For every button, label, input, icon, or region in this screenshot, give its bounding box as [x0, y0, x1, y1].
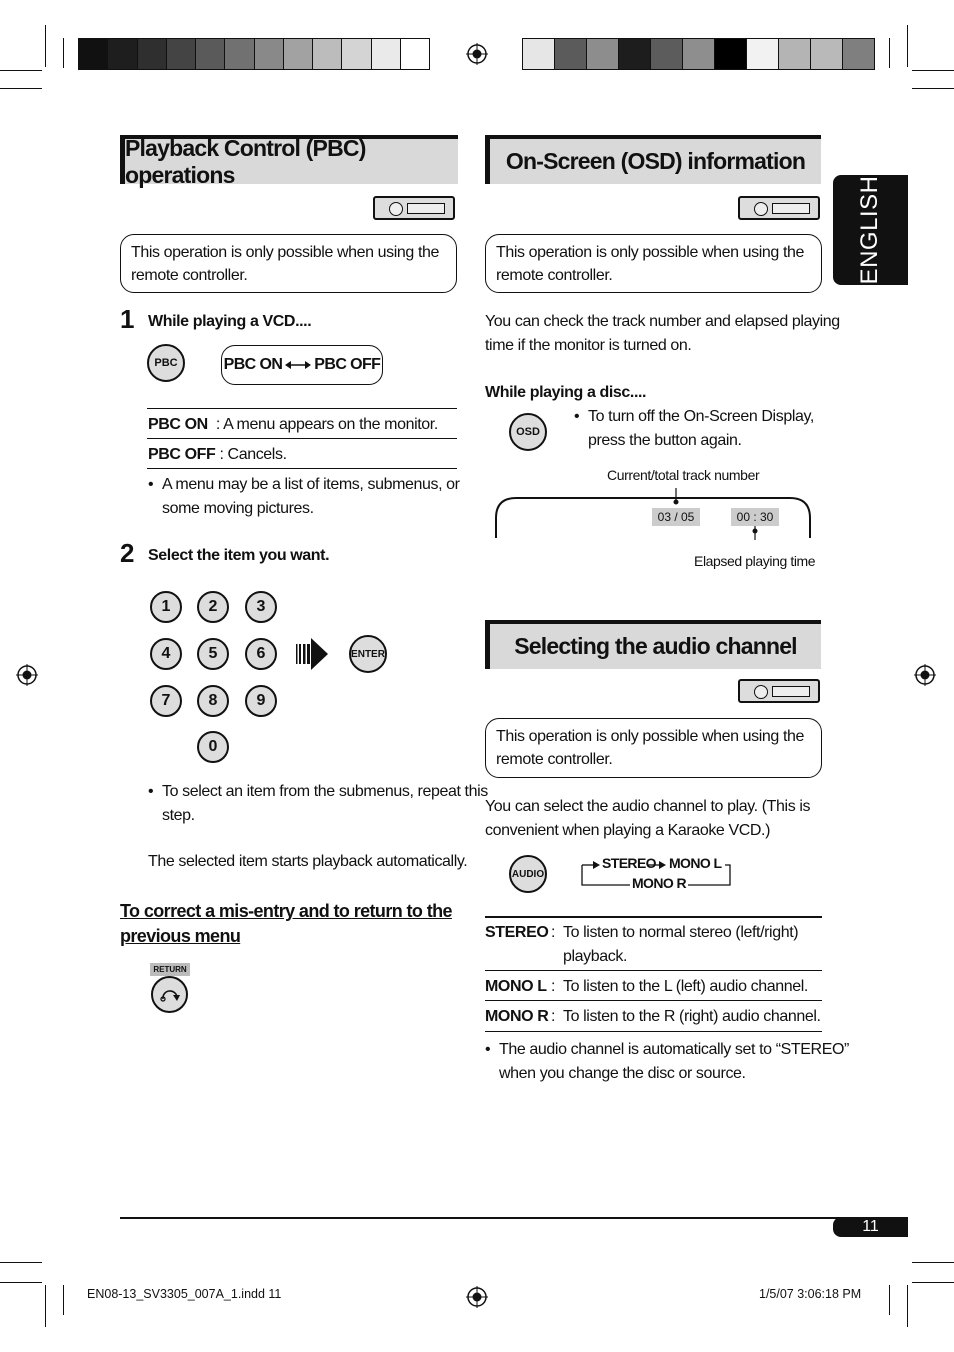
audio-title-text: Selecting the audio channel: [514, 633, 797, 659]
color-swatch: [283, 39, 312, 69]
page-number: [833, 1217, 908, 1237]
pbc-toggle-box: [221, 345, 383, 385]
note-line-1: This operation is only possible when using the: [131, 244, 440, 261]
intro-line: convenient when playing a Karaoke VCD.): [485, 822, 771, 839]
pbc-title-text: Playback Control (PBC) operations: [125, 134, 366, 188]
color-swatch: [400, 39, 429, 69]
osd-while-text: While playing a disc....: [485, 384, 647, 401]
pbc-on-value: : A menu appears on the monitor.: [215, 416, 438, 433]
bullet-line: step.: [162, 807, 195, 824]
color-swatch: [554, 39, 586, 69]
cycle-mono-l: MONO L: [669, 855, 722, 871]
pbc-row-off: [148, 443, 287, 467]
mono-r-value: To listen to the R (right) audio channel.: [563, 1008, 821, 1025]
registration-mark-icon: [466, 1286, 488, 1308]
color-swatch: [746, 39, 778, 69]
pbc-on-key: PBC ON: [148, 416, 208, 433]
mono-l-value: To listen to the L (left) audio channel.: [563, 978, 808, 995]
elapsed-time-label: Elapsed playing time: [694, 553, 816, 569]
pbc-bullet-1: [162, 473, 460, 521]
remote-controller-icon: [373, 196, 455, 220]
auto-playback-text: The selected item starts playback automatically.: [148, 853, 468, 870]
row-colon: :: [551, 924, 556, 941]
remote-controller-icon: [738, 679, 820, 703]
table-divider: [147, 408, 457, 409]
step-2-text: Select the item you want.: [148, 547, 330, 564]
return-label: RETURN: [150, 963, 190, 976]
bullet-line: some moving pictures.: [162, 500, 314, 517]
color-swatch: [523, 39, 554, 69]
remote-controller-icon: [738, 196, 820, 220]
pbc-bullet-2: [162, 780, 488, 828]
audio-bullet: [499, 1038, 849, 1086]
color-swatch: [371, 39, 400, 69]
osd-note-box: [485, 234, 822, 293]
color-swatch: [137, 39, 166, 69]
heading-line: previous menu: [120, 926, 241, 946]
note-line-2: remote controller.: [496, 751, 613, 768]
cycle-stereo: STEREO: [602, 855, 656, 871]
color-bar-right: [522, 38, 875, 70]
color-swatch: [842, 39, 874, 69]
step-1-text: While playing a VCD....: [148, 313, 312, 330]
language-tab: [833, 175, 908, 285]
pbc-off-value: : Cancels.: [219, 446, 287, 463]
color-swatch: [778, 39, 810, 69]
color-swatch: [341, 39, 370, 69]
table-divider: [147, 438, 457, 439]
return-circle: [151, 976, 188, 1013]
bottom-rule: [120, 1217, 908, 1219]
color-swatch: [714, 39, 746, 69]
language-tab-label: ENGLISH: [856, 175, 883, 285]
audio-section-title: [485, 620, 821, 669]
return-arrow-icon: [159, 987, 181, 1003]
pbc-section-title: [120, 134, 458, 188]
value-line: playback.: [563, 948, 627, 965]
registration-mark-icon: [914, 664, 936, 686]
color-swatch: [810, 39, 842, 69]
color-swatch: [650, 39, 682, 69]
color-swatch: [586, 39, 618, 69]
row-colon: :: [551, 1008, 556, 1025]
cycle-mono-r: MONO R: [632, 875, 686, 891]
step-2-number: 2: [120, 538, 135, 568]
key-0-button[interactable]: 0: [197, 731, 229, 763]
registration-mark-icon: [466, 43, 488, 65]
note-line-2: remote controller.: [496, 267, 613, 284]
audio-note-box: [485, 718, 822, 778]
table-divider: [485, 916, 822, 918]
footer-file: EN08-13_SV3305_007A_1.indd 11: [87, 1287, 282, 1301]
registration-mark-icon: [16, 664, 38, 686]
footer-date: 1/5/07 3:06:18 PM: [759, 1287, 862, 1301]
enter-button[interactable]: ENTER: [349, 635, 387, 673]
note-line-1: This operation is only possible when using the: [496, 728, 805, 745]
key-1-button[interactable]: 1: [150, 591, 182, 623]
return-button[interactable]: [150, 963, 190, 1015]
color-bar-left: [78, 38, 430, 70]
intro-line: You can select the audio channel to play. (This is: [485, 798, 811, 815]
color-swatch: [224, 39, 253, 69]
track-number-label: Current/total track number: [607, 467, 760, 483]
intro-line: You can check the track number and elapsed playing: [485, 313, 840, 330]
stereo-key: STEREO: [485, 924, 549, 941]
page-number-text: 11: [862, 1218, 879, 1235]
bullet-line: • A menu may be a list of items, submenus, or: [162, 476, 460, 493]
color-swatch: [254, 39, 283, 69]
mono-r-key: MONO R: [485, 1008, 549, 1025]
color-swatch: [107, 39, 136, 69]
bullet-line: • To turn off the On-Screen Display,: [588, 408, 814, 425]
color-swatch: [312, 39, 341, 69]
osd-section-title: [485, 135, 821, 184]
note-line-1: This operation is only possible when using the: [496, 244, 805, 261]
bullet-line: when you change the disc or source.: [499, 1065, 746, 1082]
pbc-note-box: [120, 234, 457, 293]
pbc-row-on: [148, 413, 438, 437]
color-swatch: [166, 39, 195, 69]
mono-l-key: MONO L: [485, 978, 547, 995]
right-arrow-icon: [296, 630, 328, 678]
pbc-off-key: PBC OFF: [148, 446, 216, 463]
key-7-button[interactable]: 7: [150, 685, 182, 717]
key-8-button[interactable]: 8: [197, 685, 229, 717]
double-arrow-icon: [285, 360, 311, 370]
color-swatch: [195, 39, 224, 69]
value-line: To listen to normal stereo (left/right): [563, 924, 799, 941]
correct-heading: [120, 899, 452, 949]
osd-title-text: On-Screen (OSD) information: [505, 148, 806, 174]
time-display: 00 : 30: [731, 508, 779, 526]
table-divider: [485, 970, 822, 971]
audio-button[interactable]: AUDIO: [509, 855, 547, 893]
osd-bullet: [588, 405, 814, 453]
step-1-number: 1: [120, 304, 135, 334]
table-divider: [485, 1000, 822, 1001]
table-divider: [147, 468, 457, 469]
color-swatch: [79, 39, 107, 69]
toggle-pbc-on: PBC ON: [223, 356, 283, 373]
bullet-line: press the button again.: [588, 432, 742, 449]
track-display: 03 / 05: [652, 508, 700, 526]
osd-intro: [485, 310, 840, 358]
table-divider: [485, 1031, 822, 1032]
key-4-button[interactable]: 4: [150, 638, 182, 670]
row-colon: :: [551, 978, 556, 995]
intro-line: time if the monitor is turned on.: [485, 337, 692, 354]
stereo-value: [563, 921, 798, 969]
color-swatch: [618, 39, 650, 69]
key-5-button[interactable]: 5: [197, 638, 229, 670]
key-3-button[interactable]: 3: [245, 591, 277, 623]
color-swatch: [682, 39, 714, 69]
bullet-line: • The audio channel is automatically set to “STEREO”: [499, 1041, 849, 1058]
key-2-button[interactable]: 2: [197, 591, 229, 623]
heading-line: To correct a mis-entry and to return to the: [120, 901, 452, 921]
note-line-2: remote controller.: [131, 267, 248, 284]
audio-intro: [485, 795, 810, 843]
osd-button[interactable]: OSD: [509, 413, 547, 451]
key-6-button[interactable]: 6: [245, 638, 277, 670]
pbc-button[interactable]: PBC: [147, 344, 185, 382]
toggle-pbc-off: PBC OFF: [314, 356, 381, 373]
key-9-button[interactable]: 9: [245, 685, 277, 717]
bullet-line: • To select an item from the submenus, repeat this: [162, 783, 488, 800]
